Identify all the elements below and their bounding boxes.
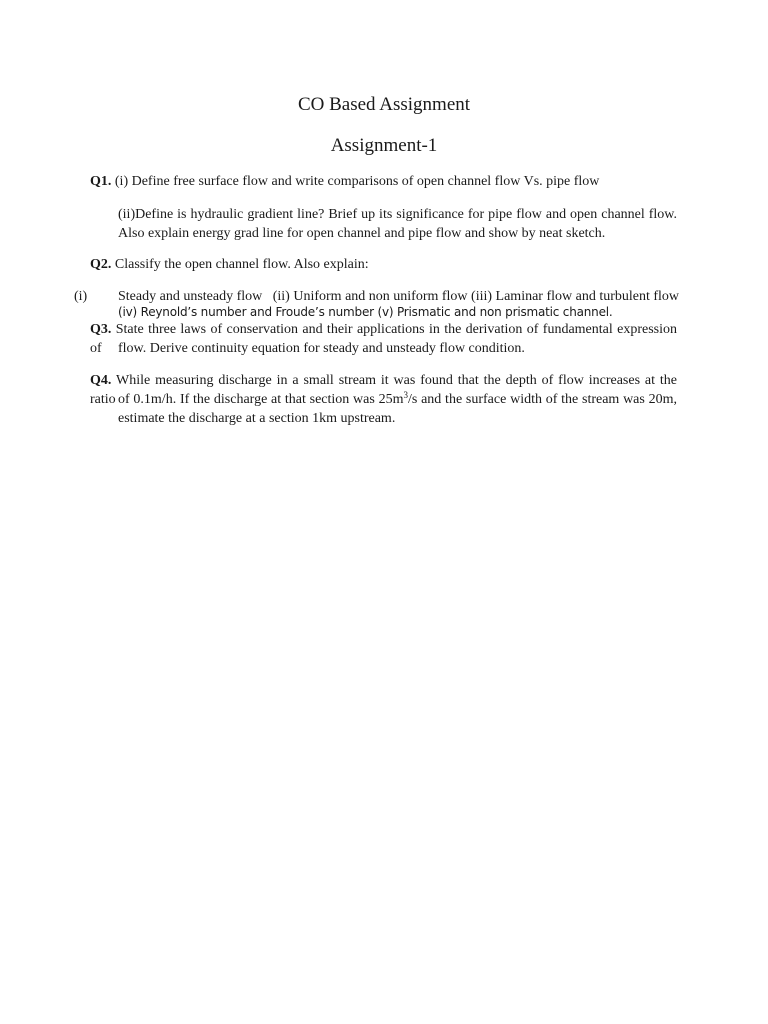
assignment-heading: Assignment-1 [330, 135, 438, 156]
q2-item-line1: Steady and unsteady flow (ii) Uniform and non uniform flow (iii) Laminar flow and turbulent flow [118, 289, 680, 304]
q1-part1 [90, 172, 599, 191]
q2-item-line2: (iv) Reynold’s number and Froude’s number (v) Prismatic and non prismatic channel. [118, 305, 613, 319]
q2-question [90, 255, 369, 274]
q1-label: Q1. [90, 174, 112, 189]
q4-line2-superscript: 3 [403, 390, 408, 400]
q4-line2-part-b: /s and the surface width of the stream was 20m, [407, 392, 677, 407]
q3-label: Q3. [90, 322, 112, 337]
q1-part2-line2: Also explain energy grad line for open channel and pipe flow and show by neat sketch. [118, 226, 606, 241]
q3-line1-text: State three laws of conservation and their applications in the derivation of fundamental expression of [90, 322, 678, 356]
q3-line2: flow. Derive continuity equation for steady and unsteady flow condition. [118, 341, 525, 356]
q2-item-marker: (i) [74, 289, 88, 304]
q1-part2-line1: (ii)Define is hydraulic gradient line? Brief up its significance for pipe flow and open channel flow. [118, 207, 677, 222]
q2-label: Q2. [90, 257, 112, 272]
document-title: CO Based Assignment [297, 94, 471, 115]
q4-line3: estimate the discharge at a section 1km upstream. [118, 411, 396, 426]
q4-line2 [118, 390, 677, 409]
q4-line2-part-a: of 0.1m/h. If the discharge at that section was 25m [118, 392, 404, 407]
q4-label: Q4. [90, 373, 112, 388]
q1-part1-text: (i) Define free surface flow and write comparisons of open channel flow Vs. pipe flow [114, 174, 600, 189]
q4-line1-text: While measuring discharge in a small stream it was found that the depth of flow increases at the ratio [90, 373, 677, 407]
q2-text: Classify the open channel flow. Also explain: [114, 257, 369, 272]
